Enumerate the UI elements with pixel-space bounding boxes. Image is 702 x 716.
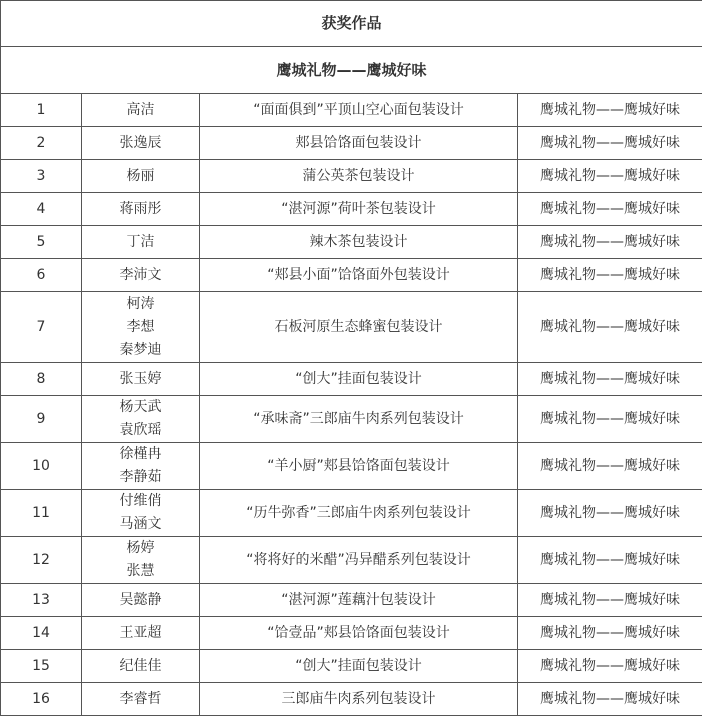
row-number: 1 [1, 94, 82, 127]
table-row [1, 537, 702, 584]
award-category: 鹰城礼物——鹰城好味 [518, 259, 702, 292]
row-number: 7 [1, 292, 82, 363]
award-category: 鹰城礼物——鹰城好味 [518, 443, 702, 490]
author-name: 张慧 [82, 560, 199, 583]
author-name: 张逸辰 [82, 132, 199, 155]
author-name: 高洁 [82, 99, 199, 122]
work-title: 辣木茶包装设计 [200, 226, 518, 259]
category-row [1, 47, 702, 94]
award-category: 鹰城礼物——鹰城好味 [518, 160, 702, 193]
table-row [1, 584, 702, 617]
row-number: 6 [1, 259, 82, 292]
author-name: 马涵文 [82, 513, 199, 536]
author-names [82, 127, 200, 160]
row-number: 13 [1, 584, 82, 617]
work-title: 蒲公英茶包装设计 [200, 160, 518, 193]
award-category: 鹰城礼物——鹰城好味 [518, 617, 702, 650]
author-names [82, 160, 200, 193]
author-name: 徐槿冉 [82, 443, 199, 466]
author-names [82, 443, 200, 490]
table-row [1, 292, 702, 363]
award-category: 鹰城礼物——鹰城好味 [518, 94, 702, 127]
work-title: “将将好的米醋”冯异醋系列包装设计 [200, 537, 518, 584]
award-category: 鹰城礼物——鹰城好味 [518, 396, 702, 443]
author-names [82, 617, 200, 650]
author-names [82, 292, 200, 363]
table-row [1, 160, 702, 193]
author-name: 柯涛 [82, 293, 199, 316]
work-title: 郏县饸饹面包装设计 [200, 127, 518, 160]
row-number: 15 [1, 650, 82, 683]
award-category: 鹰城礼物——鹰城好味 [518, 584, 702, 617]
row-number: 14 [1, 617, 82, 650]
row-number: 9 [1, 396, 82, 443]
award-category: 鹰城礼物——鹰城好味 [518, 226, 702, 259]
table-row [1, 443, 702, 490]
author-names [82, 650, 200, 683]
author-names [82, 683, 200, 716]
author-name: 杨婷 [82, 537, 199, 560]
award-category: 鹰城礼物——鹰城好味 [518, 490, 702, 537]
author-name: 杨丽 [82, 165, 199, 188]
row-number: 4 [1, 193, 82, 226]
author-names [82, 94, 200, 127]
table-row [1, 683, 702, 716]
author-name: 秦梦迪 [82, 339, 199, 362]
author-names [82, 226, 200, 259]
table-row [1, 94, 702, 127]
author-names [82, 490, 200, 537]
table-row [1, 490, 702, 537]
author-name: 李睿哲 [82, 688, 199, 711]
author-name: 杨天武 [82, 396, 199, 419]
award-category: 鹰城礼物——鹰城好味 [518, 683, 702, 716]
work-title: “承味斋”三郎庙牛肉系列包装设计 [200, 396, 518, 443]
row-number: 10 [1, 443, 82, 490]
author-name: 李静茹 [82, 466, 199, 489]
work-title: “创大”挂面包装设计 [200, 363, 518, 396]
title-row [1, 1, 702, 47]
table-row [1, 617, 702, 650]
author-name: 袁欣瑶 [82, 419, 199, 442]
author-names [82, 537, 200, 584]
table-title: 获奖作品 [1, 1, 702, 47]
author-name: 李沛文 [82, 264, 199, 287]
table-row [1, 259, 702, 292]
award-category: 鹰城礼物——鹰城好味 [518, 127, 702, 160]
work-title: “湛河源”荷叶茶包装设计 [200, 193, 518, 226]
row-number: 12 [1, 537, 82, 584]
work-title: 三郎庙牛肉系列包装设计 [200, 683, 518, 716]
work-title: 石板河原生态蜂蜜包装设计 [200, 292, 518, 363]
author-names [82, 584, 200, 617]
work-title: “湛河源”莲藕汁包装设计 [200, 584, 518, 617]
work-title: “郏县小面”饸饹面外包装设计 [200, 259, 518, 292]
work-title: “面面俱到”平顶山空心面包装设计 [200, 94, 518, 127]
work-title: “羊小厨”郏县饸饹面包装设计 [200, 443, 518, 490]
category-heading: 鹰城礼物——鹰城好味 [1, 47, 702, 94]
table-row [1, 363, 702, 396]
row-number: 8 [1, 363, 82, 396]
row-number: 11 [1, 490, 82, 537]
row-number: 2 [1, 127, 82, 160]
award-category: 鹰城礼物——鹰城好味 [518, 193, 702, 226]
row-number: 16 [1, 683, 82, 716]
author-names [82, 396, 200, 443]
table-row [1, 650, 702, 683]
author-name: 王亚超 [82, 622, 199, 645]
work-title: “创大”挂面包装设计 [200, 650, 518, 683]
author-names [82, 363, 200, 396]
award-category: 鹰城礼物——鹰城好味 [518, 363, 702, 396]
author-name: 张玉婷 [82, 368, 199, 391]
table-row [1, 226, 702, 259]
table-row [1, 396, 702, 443]
author-names [82, 259, 200, 292]
work-title: “饸壹品”郏县饸饹面包装设计 [200, 617, 518, 650]
row-number: 3 [1, 160, 82, 193]
award-category: 鹰城礼物——鹰城好味 [518, 537, 702, 584]
award-category: 鹰城礼物——鹰城好味 [518, 292, 702, 363]
author-name: 纪佳佳 [82, 655, 199, 678]
author-name: 蒋雨彤 [82, 198, 199, 221]
author-names [82, 193, 200, 226]
author-name: 李想 [82, 316, 199, 339]
table-row [1, 193, 702, 226]
row-number: 5 [1, 226, 82, 259]
table-row [1, 127, 702, 160]
author-name: 付维俏 [82, 490, 199, 513]
author-name: 吴懿静 [82, 589, 199, 612]
work-title: “历牛弥香”三郎庙牛肉系列包装设计 [200, 490, 518, 537]
author-name: 丁洁 [82, 231, 199, 254]
award-category: 鹰城礼物——鹰城好味 [518, 650, 702, 683]
